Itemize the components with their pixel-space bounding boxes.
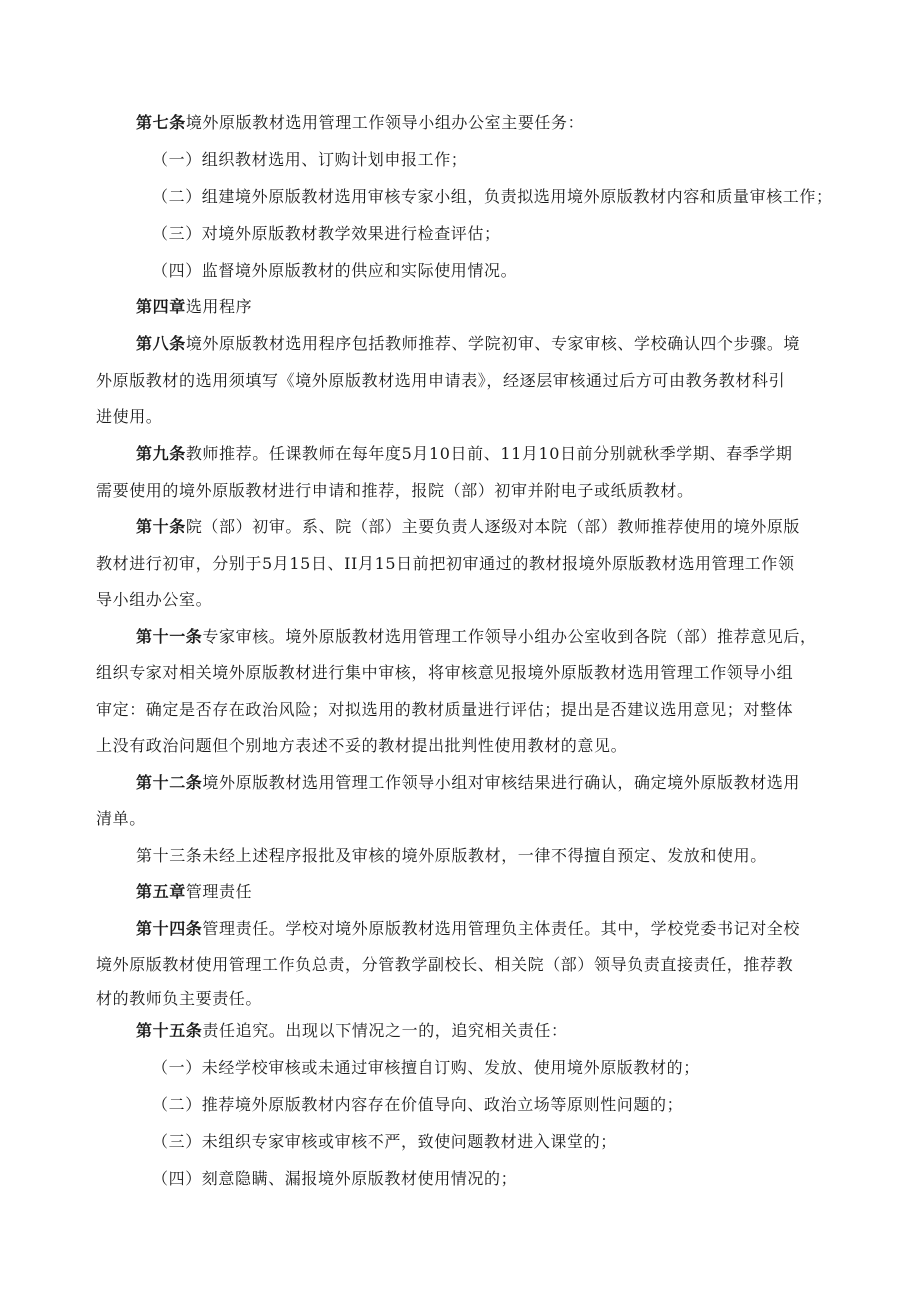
article-8-label: 第八条 bbox=[136, 334, 186, 353]
article-8-line-2: 外原版教材的选用须填写《境外原版教材选用申请表》，经逐层审核通过后方可由教务教材科引 bbox=[96, 371, 786, 390]
article-10-label: 第十条 bbox=[136, 517, 186, 536]
article-7-text: 境外原版教材选用管理工作领导小组办公室主要任务： bbox=[185, 113, 585, 132]
article-11-label: 第十一条 bbox=[136, 627, 203, 646]
article-7-heading bbox=[136, 112, 584, 134]
article-15-item-4: （四）刻意隐瞒、漏报境外原版教材使用情况的； bbox=[152, 1169, 518, 1188]
article-11-line-1 bbox=[136, 626, 817, 648]
chapter-4-title: 选用程序 bbox=[185, 297, 253, 316]
article-10-text-1: 院（部）初审。系、院（部）主要负责人逐级对本院（部）教师推荐使用的境外原版 bbox=[185, 517, 801, 536]
article-12-line-1 bbox=[136, 772, 800, 794]
article-11-line-4: 上没有政治问题但个别地方表述不妥的教材提出批判性使用教材的意见。 bbox=[96, 736, 628, 755]
article-11-line-3: 审定：确定是否存在政治风险；对拟选用的教材质量进行评估；提出是否建议选用意见；对整体 bbox=[96, 700, 794, 719]
chapter-4-heading bbox=[136, 296, 252, 318]
article-15-item-1: （一）未经学校审核或未通过审核擅自订购、发放、使用境外原版教材的； bbox=[152, 1058, 700, 1077]
article-12-line-2: 清单。 bbox=[96, 809, 146, 828]
article-8-line-3: 进使用。 bbox=[96, 407, 163, 426]
article-15-item-2: （二）推荐境外原版教材内容存在价值导向、政治立场等原则性问题的； bbox=[152, 1095, 684, 1114]
article-9-line-1 bbox=[136, 443, 792, 465]
article-10-line-3: 导小组办公室。 bbox=[96, 590, 213, 609]
article-9-line-2: 需要使用的境外原版教材进行申请和推荐，报院（部）初审并附电子或纸质教材。 bbox=[96, 481, 694, 500]
chapter-5-heading bbox=[136, 881, 252, 903]
article-9-label: 第九条 bbox=[136, 444, 186, 463]
article-14-line-3: 材的教师负主要责任。 bbox=[96, 989, 263, 1008]
article-9-text-1: 教师推荐。任课教师在每年度5月10日前、11月10日前分别就秋季学期、春季学期 bbox=[185, 444, 793, 463]
article-12-text-1: 境外原版教材选用管理工作领导小组对审核结果进行确认，确定境外原版教材选用 bbox=[202, 773, 801, 792]
article-14-line-1 bbox=[136, 918, 800, 940]
article-8-text-1: 境外原版教材选用程序包括教师推荐、学院初审、专家审核、学校确认四个步骤。境 bbox=[185, 334, 801, 353]
article-15-item-3: （三）未组织专家审核或审核不严，致使问题教材进入课堂的； bbox=[152, 1132, 617, 1151]
chapter-5-label: 第五章 bbox=[136, 882, 186, 901]
article-7-label: 第七条 bbox=[136, 113, 186, 132]
article-11-line-2: 组织专家对相关境外原版教材进行集中审核，将审核意见报境外原版教材选用管理工作领导小组 bbox=[96, 663, 794, 682]
article-15-label: 第十五条 bbox=[136, 1021, 203, 1040]
article-10-line-1 bbox=[136, 516, 800, 538]
article-7-item-4: （四）监督境外原版教材的供应和实际使用情况。 bbox=[152, 261, 518, 280]
article-14-line-2: 境外原版教材使用管理工作负总责，分管教学副校长、相关院（部）领导负责直接责任，推荐教 bbox=[96, 955, 794, 974]
article-8-line-1 bbox=[136, 333, 800, 355]
article-12-label: 第十二条 bbox=[136, 773, 203, 792]
article-10-line-2: 教材进行初审，分别于5月15日、II月15日前把初审通过的教材报境外原版教材选用管理工作领 bbox=[96, 554, 795, 573]
article-7-item-2: （二）组建境外原版教材选用审核专家小组，负责拟选用境外原版教材内容和质量审核工作； bbox=[152, 187, 833, 206]
article-11-text-1: 专家审核。境外原版教材选用管理工作领导小组办公室收到各院（部）推荐意见后， bbox=[202, 627, 817, 646]
article-14-label: 第十四条 bbox=[136, 919, 203, 938]
article-15-text: 责任追究。出现以下情况之一的，追究相关责任： bbox=[202, 1021, 568, 1040]
article-7-item-1: （一）组织教材选用、订购计划申报工作； bbox=[152, 150, 468, 169]
article-13-line: 第十三条未经上述程序报批及审核的境外原版教材，一律不得擅自预定、发放和使用。 bbox=[136, 846, 767, 865]
article-15-heading bbox=[136, 1020, 568, 1042]
chapter-4-label: 第四章 bbox=[136, 297, 186, 316]
chapter-5-title: 管理责任 bbox=[185, 882, 253, 901]
article-7-item-3: （三）对境外原版教材教学效果进行检查评估； bbox=[152, 224, 501, 243]
article-14-text-1: 管理责任。学校对境外原版教材选用管理负主体责任。其中，学校党委书记对全校 bbox=[202, 919, 801, 938]
